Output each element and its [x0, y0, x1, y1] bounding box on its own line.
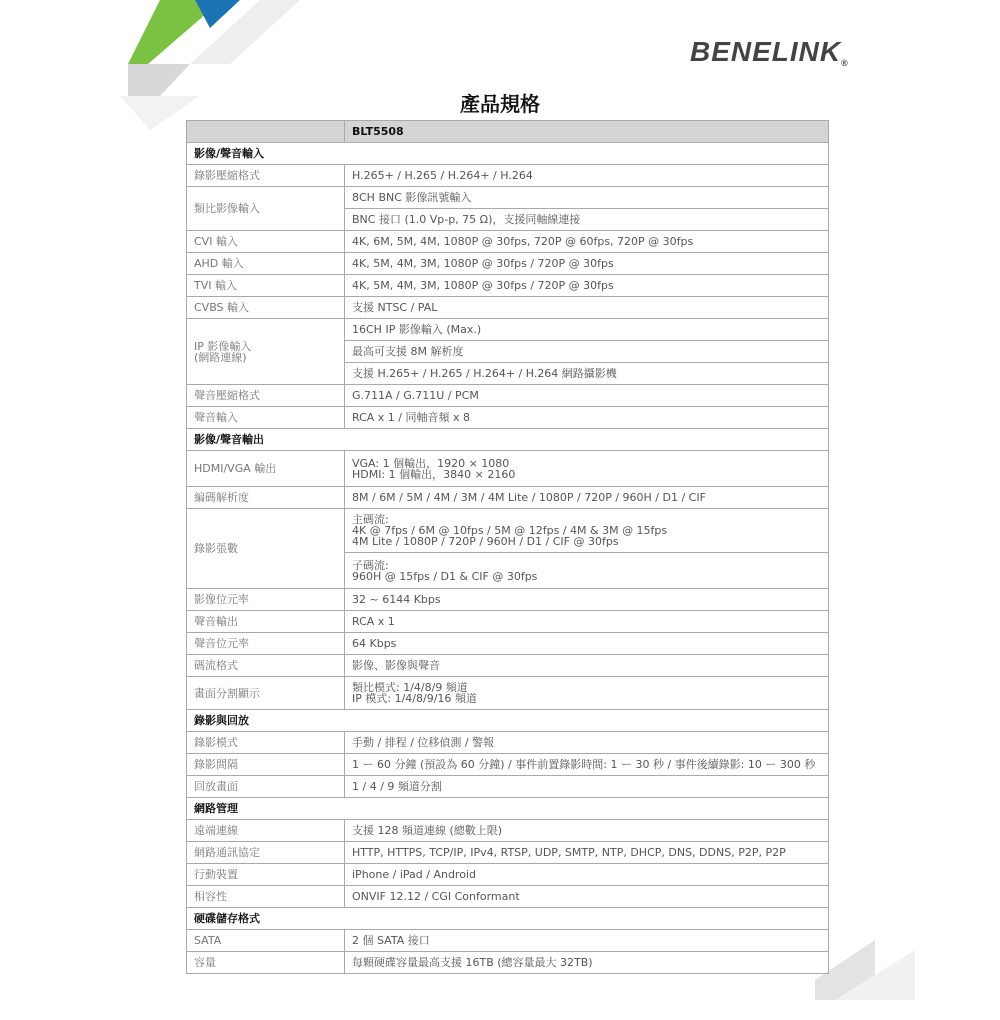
- spec-label: 遠端連線: [187, 820, 345, 842]
- spec-label: TVI 輸入: [187, 275, 345, 297]
- spec-label: 聲音位元率: [187, 633, 345, 655]
- spec-row: [187, 487, 829, 509]
- spec-value: 64 Kbps: [345, 633, 829, 655]
- spec-row: [187, 655, 829, 677]
- spec-label: 行動裝置: [187, 864, 345, 886]
- spec-label: 類比影像輸入: [187, 187, 345, 231]
- spec-value: 4K, 6M, 5M, 4M, 1080P @ 30fps, 720P @ 60fps, 720P @ 30fps: [345, 231, 829, 253]
- spec-label: 碼流格式: [187, 655, 345, 677]
- spec-label: 畫面分割顯示: [187, 677, 345, 710]
- spec-value: 子碼流: 960H @ 15fps / D1 & CIF @ 30fps: [345, 553, 829, 589]
- spec-row: [187, 509, 829, 553]
- spec-row: [187, 297, 829, 319]
- spec-label: 相容性: [187, 886, 345, 908]
- section-title: 影像/聲音輸入: [187, 143, 829, 165]
- spec-label: HDMI/VGA 輸出: [187, 451, 345, 487]
- section-header-row: [187, 710, 829, 732]
- section-title: 網路管理: [187, 798, 829, 820]
- spec-table: [186, 120, 829, 974]
- spec-label: CVBS 輸入: [187, 297, 345, 319]
- spec-value: BNC 接口 (1.0 Vp-p, 75 Ω)，支援同軸線連接: [345, 209, 829, 231]
- section-header-row: [187, 798, 829, 820]
- spec-row: [187, 886, 829, 908]
- spec-row: [187, 407, 829, 429]
- spec-value: RCA x 1: [345, 611, 829, 633]
- spec-value: 2 個 SATA 接口: [345, 930, 829, 952]
- spec-value: iPhone / iPad / Android: [345, 864, 829, 886]
- spec-value: 支援 H.265+ / H.265 / H.264+ / H.264 網路攝影機: [345, 363, 829, 385]
- page-title: 產品規格: [460, 92, 540, 116]
- spec-row: [187, 589, 829, 611]
- spec-label: CVI 輸入: [187, 231, 345, 253]
- spec-value: H.265+ / H.265 / H.264+ / H.264: [345, 165, 829, 187]
- spec-label: 錄影張數: [187, 509, 345, 589]
- spec-row: [187, 754, 829, 776]
- spec-label: 編碼解析度: [187, 487, 345, 509]
- spec-row: [187, 732, 829, 754]
- spec-value: 1 / 4 / 9 頻道分割: [345, 776, 829, 798]
- model-name: BLT5508: [345, 121, 829, 143]
- spec-value: RCA x 1 / 同軸音頻 x 8: [345, 407, 829, 429]
- spec-value: 8CH BNC 影像訊號輸入: [345, 187, 829, 209]
- spec-row: [187, 231, 829, 253]
- spec-row: [187, 776, 829, 798]
- spec-value: ONVIF 12.12 / CGI Conformant: [345, 886, 829, 908]
- section-header-row: [187, 908, 829, 930]
- spec-label: 錄影壓縮格式: [187, 165, 345, 187]
- spec-row: [187, 633, 829, 655]
- spec-value: 16CH IP 影像輸入 (Max.): [345, 319, 829, 341]
- spec-value: 支援 128 頻道連線 (總數上限): [345, 820, 829, 842]
- section-title: 錄影與回放: [187, 710, 829, 732]
- spec-row: [187, 319, 829, 341]
- section-title: 硬碟儲存格式: [187, 908, 829, 930]
- spec-label: IP 影像輸入 (網路連線): [187, 319, 345, 385]
- spec-value: 支援 NTSC / PAL: [345, 297, 829, 319]
- spec-value: 8M / 6M / 5M / 4M / 3M / 4M Lite / 1080P / 720P / 960H / D1 / CIF: [345, 487, 829, 509]
- spec-value: 每顆硬碟容量最高支援 16TB (總容量最大 32TB): [345, 952, 829, 974]
- brand-logo: BENELINK®: [690, 36, 849, 68]
- spec-label: 回放畫面: [187, 776, 345, 798]
- spec-value: 影像、影像與聲音: [345, 655, 829, 677]
- spec-row: [187, 275, 829, 297]
- spec-value: 最高可支援 8M 解析度: [345, 341, 829, 363]
- spec-row: [187, 864, 829, 886]
- spec-label: AHD 輸入: [187, 253, 345, 275]
- spec-label: SATA: [187, 930, 345, 952]
- spec-label: 聲音輸入: [187, 407, 345, 429]
- spec-row: [187, 187, 829, 209]
- section-header-row: [187, 429, 829, 451]
- spec-label: 聲音輸出: [187, 611, 345, 633]
- spec-value: 手動 / 排程 / 位移偵測 / 警報: [345, 732, 829, 754]
- spec-row: [187, 165, 829, 187]
- spec-label: 容量: [187, 952, 345, 974]
- spec-row: [187, 677, 829, 710]
- section-header-row: [187, 143, 829, 165]
- spec-value: 4K, 5M, 4M, 3M, 1080P @ 30fps / 720P @ 30fps: [345, 275, 829, 297]
- spec-value: G.711A / G.711U / PCM: [345, 385, 829, 407]
- table-header-row: [187, 121, 829, 143]
- spec-label: 影像位元率: [187, 589, 345, 611]
- spec-label: 網路通訊協定: [187, 842, 345, 864]
- spec-row: [187, 842, 829, 864]
- spec-value: VGA: 1 個輸出，1920 × 1080 HDMI: 1 個輸出，3840 × 2160: [345, 451, 829, 487]
- spec-value: 4K, 5M, 4M, 3M, 1080P @ 30fps / 720P @ 30fps: [345, 253, 829, 275]
- spec-row: [187, 451, 829, 487]
- spec-row: [187, 952, 829, 974]
- corner-decoration-bottom-right: [815, 940, 915, 1020]
- spec-value: 主碼流: 4K @ 7fps / 6M @ 10fps / 5M @ 12fps / 4M & 3M @ 15fps 4M Lite / 1080P / 720P / 960H / D1 / CIF @ 30fps: [345, 509, 829, 553]
- spec-label: 聲音壓縮格式: [187, 385, 345, 407]
- spec-label: 錄影模式: [187, 732, 345, 754]
- spec-value: 類比模式: 1/4/8/9 頻道 IP 模式: 1/4/8/9/16 頻道: [345, 677, 829, 710]
- spec-value: 32 ~ 6144 Kbps: [345, 589, 829, 611]
- spec-label: 錄影間隔: [187, 754, 345, 776]
- header-blank-cell: [187, 121, 345, 143]
- spec-row: [187, 930, 829, 952]
- spec-row: [187, 253, 829, 275]
- spec-value: 1 ー 60 分鐘 (預設為 60 分鐘) / 事件前置錄影時間: 1 ー 30 秒 / 事件後續錄影: 10 ー 300 秒: [345, 754, 829, 776]
- spec-row: [187, 385, 829, 407]
- spec-row: [187, 820, 829, 842]
- spec-row: [187, 611, 829, 633]
- spec-value: HTTP, HTTPS, TCP/IP, IPv4, RTSP, UDP, SMTP, NTP, DHCP, DNS, DDNS, P2P, P2P: [345, 842, 829, 864]
- section-title: 影像/聲音輸出: [187, 429, 829, 451]
